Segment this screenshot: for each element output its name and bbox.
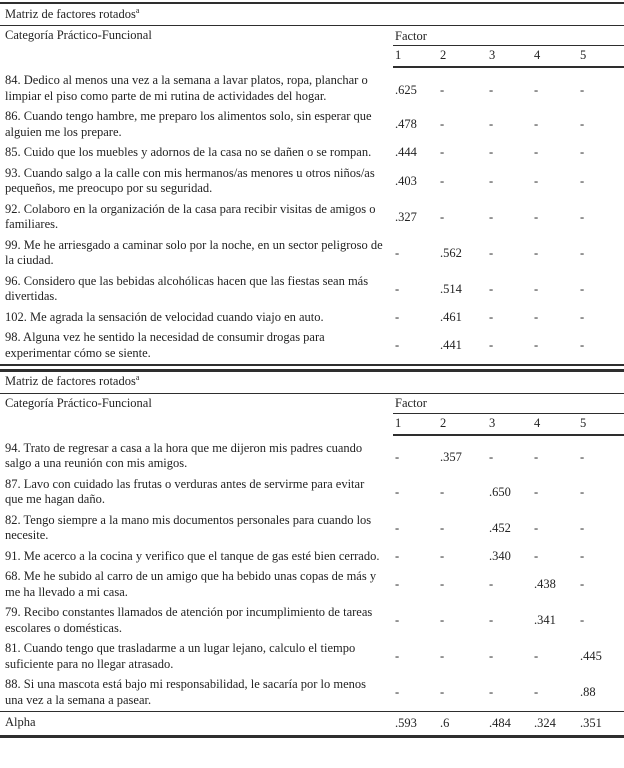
factor-loading-value: - [440,82,445,97]
table-title: Matriz de factores rotados [5,6,136,21]
table-row [0,107,624,143]
factor-loading-value: - [438,675,487,712]
factor-loading-value: - [489,309,494,324]
factor-col-4-header: 4 [532,46,578,68]
item-text: 99. Me he arriesgado a caminar solo por la noche, en un sector peligroso de la ciudad. [5,237,383,267]
factor-col-5-header: 5 [578,413,624,435]
item-text: 85. Cuido que los muebles y adornos de la casa no se dañen o se rompan. [5,145,372,159]
factor-loading-value: - [580,548,585,563]
item-text: 87. Lavo con cuidado las frutas o verduras antes de servirme para evitar que me hagan daño. [5,476,365,506]
table-row [0,474,624,510]
factor-loading-value: - [534,281,539,296]
header-row [0,393,624,413]
footnote-marker: a [135,5,140,15]
table-row [0,675,624,712]
factor-col-2-header: 2 [438,46,487,68]
item-text: 82. Tengo siempre a la mano mis documentos personales para cuando los necesite. [5,512,372,542]
factor-loading-value: - [578,328,624,365]
factor-loading-value: .452 [489,520,511,535]
factor-loading-value: - [489,613,494,627]
factor-col-5-header: 5 [578,46,624,68]
table-title-row [0,3,624,26]
factor-loading-value: - [395,450,400,465]
header-row [0,26,624,46]
factor-loading-value: - [440,173,445,188]
factor-loading-value: - [534,209,539,224]
alpha-value-factor-5: .351 [578,711,624,736]
alpha-row [0,711,624,736]
factor-loading-value: - [440,209,445,224]
factor-loading-value: .650 [489,484,511,499]
factor-loading-value: - [395,281,400,296]
table-title: Matriz de factores rotados [5,374,136,388]
alpha-value-factor-2: .6 [438,711,487,736]
table-title-cell [0,370,624,393]
table-row [0,546,624,567]
factor-loading-value: - [534,548,539,563]
item-text: 98. Alguna vez he sentido la necesidad de consumir drogas para experimentar cómo se siente. [0,328,393,365]
factor-loading-value: - [395,548,400,563]
table-body [0,435,624,712]
factor-loading-value: - [487,675,532,712]
factor-loading-value: - [534,245,539,260]
factor-loading-value: .625 [395,82,417,97]
factor-col-4-header: 4 [532,413,578,435]
factor-loading-value: .478 [395,117,417,131]
factor-loading-value: .444 [395,145,417,160]
factor-loading-value: - [580,209,585,224]
factor-loading-value: - [580,245,585,260]
item-text: 93. Cuando salgo a la calle con mis hermanos/as menores u otros niños/as pequeños, me preocupo por su seguridad. [5,165,375,195]
factor-loading-value: - [489,209,494,224]
table-row [0,307,624,328]
factor-group-header: Factor [393,393,624,413]
factor-loading-value: - [580,173,585,188]
factor-loading-value: - [395,309,400,324]
table-body [0,67,624,365]
alpha-label: Alpha [0,711,393,736]
item-text: 91. Me acerco a la cocina y verifico que el tanque de gas esté bien cerrado. [5,548,380,563]
factor-loading-value: - [489,82,494,97]
factor-loading-value: - [580,117,585,131]
table-row [0,235,624,271]
factor-loading-value: - [487,328,532,365]
item-text: 84. Dedico al menos una vez a la semana a lavar platos, ropa, planchar o limpiar el piso como parte de mi rutina de actividades del hogar. [5,73,368,103]
factor-loading-value: .327 [395,209,417,224]
table-row [0,271,624,307]
factor-loading-value: - [395,520,400,535]
factor-col-1-header: 1 [393,413,438,435]
table-row [0,163,624,199]
item-text: 96. Considero que las bebidas alcohólicas hacen que las fiestas sean más divertidas. [5,273,369,303]
factor-loading-value: - [489,577,494,591]
factor-loading-value: - [395,484,400,499]
factor-loading-value: - [489,649,494,663]
item-text: 94. Trato de regresar a casa a la hora que me dijeron mis padres cuando salgo a una reunión con mis amigos. [5,440,363,470]
category-column-header: Categoría Práctico-Funcional [5,395,152,410]
alpha-value-factor-1: .593 [393,711,438,736]
factor-col-3-header: 3 [487,46,532,68]
table-row [0,510,624,546]
factor-loading-value: - [580,613,585,627]
factor-loading-value: - [580,82,585,97]
factor-loading-value: - [534,309,539,324]
factor-loading-value: .441 [438,328,487,365]
factor-loading-value: - [580,145,585,160]
factor-loading-value: - [580,484,585,499]
rotated-factor-matrix-table-1 [0,2,624,366]
factor-loading-value: .562 [440,245,462,260]
factor-group-header: Factor [393,26,624,46]
factor-loading-value: - [580,309,585,324]
factor-loading-value: .403 [395,173,417,188]
factor-loading-value: - [532,328,578,365]
factor-loading-value: - [440,613,445,627]
factor-loading-value: - [534,82,539,97]
factor-loading-value: .357 [440,450,462,465]
factor-loading-value: - [440,649,445,663]
factor-loading-value: - [534,117,539,131]
factor-col-3-header: 3 [487,413,532,435]
factor-loading-value: - [534,649,539,663]
factor-loading-value: - [532,675,578,712]
factor-loading-value: - [440,484,445,499]
item-text: 86. Cuando tengo hambre, me preparo los alimentos solo, sin esperar que alguien me los prepare. [5,109,372,139]
factor-loading-value: - [395,649,400,663]
factor-loading-value: - [489,245,494,260]
factor-loading-value: .341 [534,613,556,627]
table-row [0,435,624,475]
factor-loading-value: - [489,145,494,160]
factor-loading-value: - [440,577,445,591]
table-row [0,67,624,107]
factor-loading-value: - [489,450,494,465]
factor-loading-value: - [580,450,585,465]
table-row [0,328,624,365]
factor-loading-value: .514 [440,281,462,296]
factor-loading-value: - [395,245,400,260]
factor-col-1-header: 1 [393,46,438,68]
factor-loading-value: - [580,577,585,591]
alpha-value-factor-4: .324 [532,711,578,736]
factor-col-2-header: 2 [438,413,487,435]
factor-loading-value: - [440,145,445,160]
factor-loading-value: .445 [580,649,602,663]
item-text: 68. Me he subido al carro de un amigo que ha bebido unas copas de más y me ha llevado a mi casa. [5,569,377,599]
table-title-cell [0,3,624,26]
footnote-marker: a [135,372,140,382]
factor-loading-value: - [489,173,494,188]
factor-loading-value: .438 [534,577,556,591]
item-text: 79. Recibo constantes llamados de atención por incumplimiento de tareas escolares o domésticas. [5,605,373,635]
item-text: 92. Colaboro en la organización de la casa para recibir visitas de amigos o familiares. [5,201,376,231]
rotated-factor-matrix-table-2 [0,369,624,738]
factor-loading-value: - [440,548,445,563]
factor-loading-value: - [534,484,539,499]
table-row [0,603,624,639]
factor-loading-value: .88 [578,675,624,712]
factor-loading-value: - [534,145,539,160]
factor-loading-value: - [534,520,539,535]
factor-loading-value: - [393,675,438,712]
factor-loading-value: - [489,117,494,131]
item-text: 81. Cuando tengo que trasladarme a un lugar lejano, calculo el tiempo suficiente para no llegar atrasado. [5,641,356,671]
table-row [0,567,624,603]
alpha-value-factor-3: .484 [487,711,532,736]
factor-loading-value: - [440,520,445,535]
item-text: 102. Me agrada la sensación de velocidad cuando viajo en auto. [5,309,324,324]
table-row [0,639,624,675]
table-row [0,143,624,164]
factor-loading-value: - [489,281,494,296]
factor-loading-value: - [580,520,585,535]
factor-loading-value: - [395,577,400,591]
factor-loading-value: - [534,450,539,465]
factor-loading-value: - [534,173,539,188]
category-column-header: Categoría Práctico-Funcional [5,28,152,42]
table-title-row [0,370,624,393]
factor-loading-value: .340 [489,548,511,563]
factor-loading-value: .461 [440,309,462,324]
factor-loading-value: - [393,328,438,365]
table-row [0,199,624,235]
factor-loading-value: - [580,281,585,296]
factor-loading-value: - [440,117,445,131]
factor-loading-value: - [395,613,400,627]
item-text: 88. Si una mascota está bajo mi responsabilidad, le sacaría por lo menos una vez a la semana a pasear. [0,675,393,712]
